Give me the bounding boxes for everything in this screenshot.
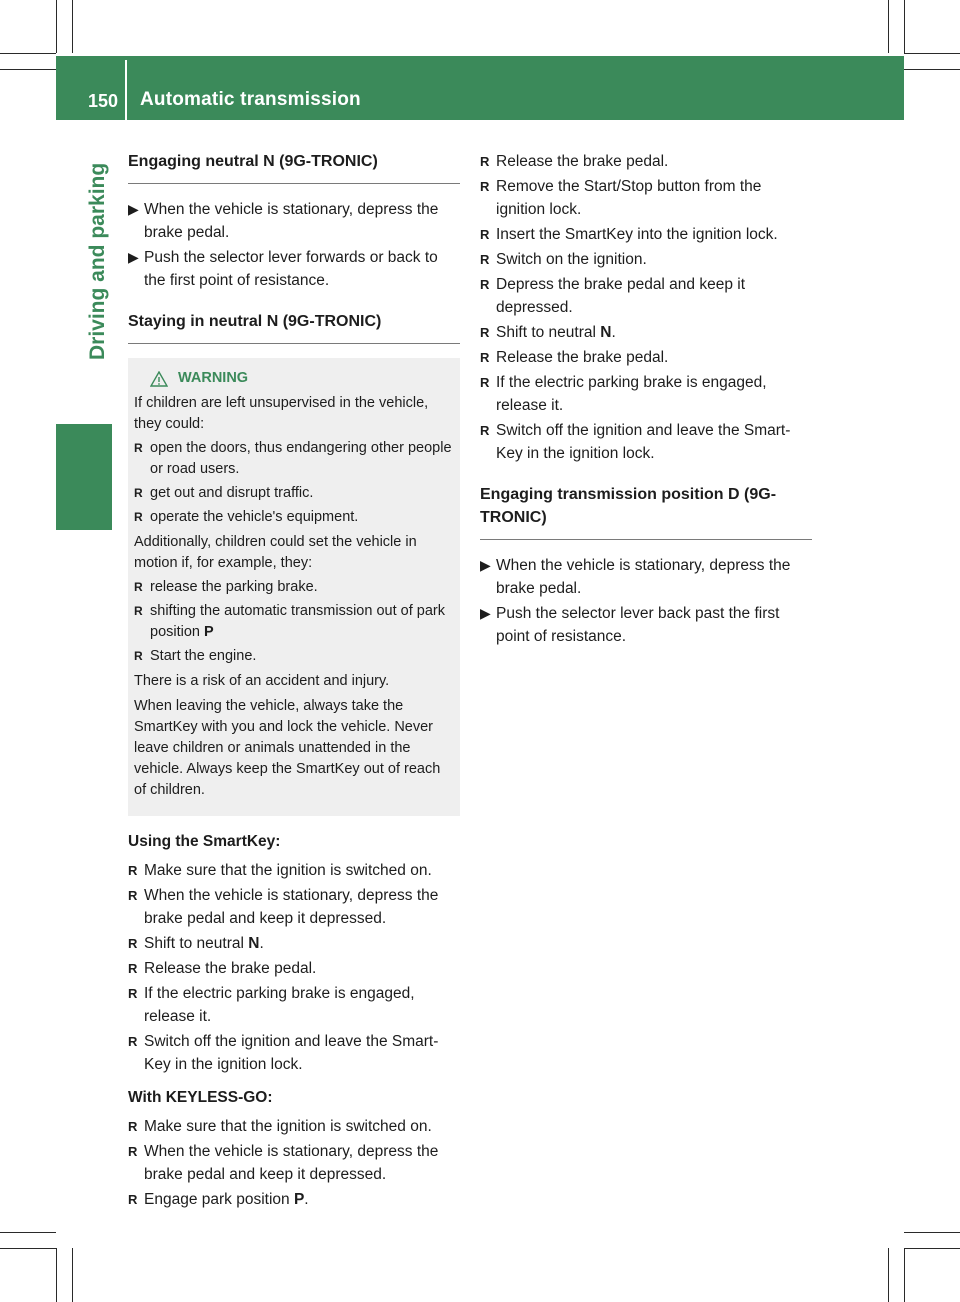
list-item: R If the electric parking brake is engaged, release it. xyxy=(128,982,460,1028)
bullet-marker: R xyxy=(480,179,490,194)
crop-mark xyxy=(904,53,960,54)
list-item: R Switch off the ignition and leave the Smart-Key in the ignition lock. xyxy=(480,419,812,465)
bullet-marker: R xyxy=(480,252,490,267)
step-marker: ▶ ▶ xyxy=(480,557,491,573)
crop-mark xyxy=(0,1248,56,1249)
bullet-marker: R xyxy=(480,350,490,365)
crop-mark xyxy=(0,53,56,54)
list-item: R open the doors, thus endangering other people or road users. xyxy=(134,440,452,477)
gear-position: N xyxy=(600,324,612,341)
bullet-marker: R xyxy=(134,604,143,618)
crop-mark xyxy=(56,0,57,53)
list-item: R If the electric parking brake is engaged, release it. xyxy=(480,371,812,417)
gear-position: N xyxy=(248,935,260,952)
bullet-marker: R xyxy=(134,580,143,594)
bullet-marker: R xyxy=(134,441,143,455)
bullet-marker: R xyxy=(480,325,490,340)
list-item: R Remove the Start/Stop button from the ignition lock. xyxy=(480,175,812,221)
crop-mark xyxy=(0,1232,56,1233)
bullet-marker: R xyxy=(128,1144,138,1159)
bullet-marker: R xyxy=(480,154,490,169)
warning-triangle-icon xyxy=(150,371,168,387)
step-marker: ▶ ▶ xyxy=(128,201,139,217)
section-tab-marker xyxy=(56,424,112,530)
list-item: R Engage park position P. xyxy=(128,1188,460,1211)
instruction-step: ▶ ▶ When the vehicle is stationary, depress the brake pedal. xyxy=(480,554,812,600)
bullet-marker: R xyxy=(128,961,138,976)
bullet-marker: R xyxy=(480,277,490,292)
warning-box xyxy=(128,358,460,816)
crop-mark xyxy=(904,1248,905,1302)
crop-mark xyxy=(904,69,960,70)
subheading: Using the SmartKey: xyxy=(128,833,281,850)
gear-position: P xyxy=(204,624,214,640)
list-item: R Shift to neutral N. xyxy=(480,321,812,344)
bullet-marker: R xyxy=(128,1192,138,1207)
crop-mark xyxy=(904,0,905,53)
instruction-step: ▶ ▶ Push the selector lever back past the first point of resistance. xyxy=(480,602,812,648)
list-item: R Make sure that the ignition is switched on. xyxy=(128,1115,460,1138)
bullet-marker: R xyxy=(134,649,143,663)
list-item: R Release the brake pedal. xyxy=(128,957,460,980)
page-number: 150 xyxy=(88,91,119,111)
instruction-step: ▶ ▶ When the vehicle is stationary, depress the brake pedal. xyxy=(128,198,460,244)
section-heading: Engaging transmission position D (9G-TRONIC) xyxy=(480,483,812,540)
list-item: R Release the brake pedal. xyxy=(480,150,812,173)
crop-mark xyxy=(72,1248,73,1302)
right-column xyxy=(480,150,812,650)
list-item: R Switch on the ignition. xyxy=(480,248,812,271)
bullet-marker: R xyxy=(480,375,490,390)
header-divider xyxy=(125,60,127,120)
section-heading: Engaging neutral N (9G-TRONIC) xyxy=(128,150,460,184)
instruction-step: ▶ ▶ Push the selector lever forwards or back to the first point of resistance. xyxy=(128,246,460,292)
page-title: Automatic transmission xyxy=(140,89,361,110)
list-item: R release the parking brake. xyxy=(134,577,452,598)
bullet-marker: R xyxy=(134,486,143,500)
list-item: R Make sure that the ignition is switched on. xyxy=(128,859,460,882)
step-marker: ▶ ▶ xyxy=(480,605,491,621)
bullet-marker: R xyxy=(128,888,138,903)
crop-mark xyxy=(0,69,56,70)
list-item: R get out and disrupt traffic. xyxy=(134,483,452,504)
bullet-marker: R xyxy=(480,423,490,438)
list-item: R Release the brake pedal. xyxy=(480,346,812,369)
bullet-marker: R xyxy=(128,1119,138,1134)
warning-text: Additionally, children could set the vehicle in motion if, for example, they: xyxy=(134,534,417,571)
left-column xyxy=(128,150,460,1213)
section-tab-label: Driving and parking xyxy=(86,162,109,360)
step-marker: ▶ ▶ xyxy=(128,249,139,265)
warning-title: WARNING xyxy=(178,370,249,386)
bullet-marker: R xyxy=(128,936,138,951)
crop-mark xyxy=(888,1248,889,1302)
list-item: R When the vehicle is stationary, depress the brake pedal and keep it depressed. xyxy=(128,884,460,930)
bullet-marker: R xyxy=(480,227,490,242)
list-item: R Shift to neutral N. xyxy=(128,932,460,955)
list-item: R Start the engine. xyxy=(134,646,452,667)
bullet-marker: R xyxy=(128,1034,138,1049)
crop-mark xyxy=(904,1232,960,1233)
warning-text: If children are left unsupervised in the vehicle, they could: xyxy=(134,395,429,432)
list-item: R shifting the automatic transmission out of park position P xyxy=(134,603,445,640)
section-heading: Staying in neutral N (9G-TRONIC) xyxy=(128,310,460,344)
crop-mark xyxy=(72,0,73,53)
subheading: With KEYLESS-GO: xyxy=(128,1089,273,1106)
list-item: R Insert the SmartKey into the ignition lock. xyxy=(480,223,812,246)
bullet-marker: R xyxy=(134,510,143,524)
crop-mark xyxy=(888,0,889,53)
list-item: R Depress the brake pedal and keep it depressed. xyxy=(480,273,812,319)
warning-header xyxy=(150,368,452,389)
bullet-marker: R xyxy=(128,863,138,878)
crop-mark xyxy=(904,1248,960,1249)
list-item: R Switch off the ignition and leave the Smart-Key in the ignition lock. xyxy=(128,1030,460,1076)
crop-mark xyxy=(56,1248,57,1302)
list-item: R When the vehicle is stationary, depress the brake pedal and keep it depressed. xyxy=(128,1140,460,1186)
list-item: R operate the vehicle's equipment. xyxy=(134,507,452,528)
bullet-marker: R xyxy=(128,986,138,1001)
warning-text: There is a risk of an accident and injury. xyxy=(134,673,390,689)
warning-text: When leaving the vehicle, always take the SmartKey with you and lock the vehicle. Never leave children or animals unattended in the vehicle. Always keep the SmartKey out of reach of children. xyxy=(134,698,441,798)
gear-position: P xyxy=(293,1191,305,1208)
